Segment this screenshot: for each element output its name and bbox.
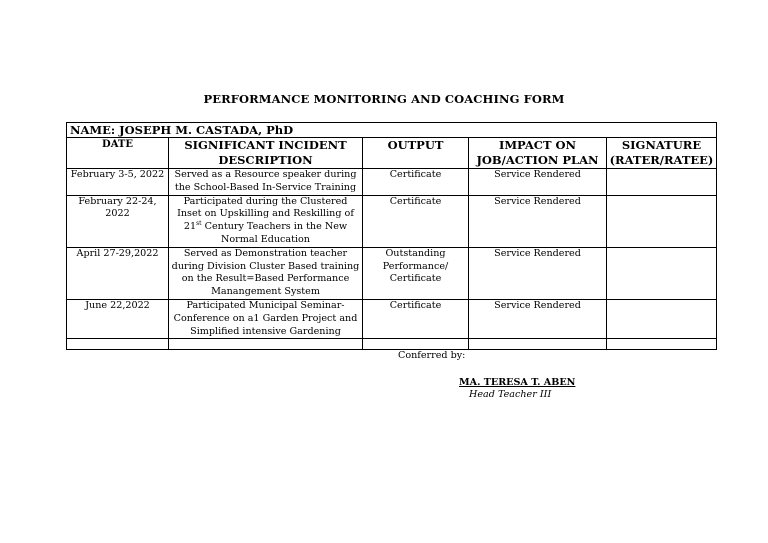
signature-cell bbox=[607, 299, 717, 338]
date-cell: February 3-5, 2022 bbox=[67, 169, 169, 196]
table-row bbox=[67, 195, 717, 247]
description-text: Century Teachers in the New Normal Education bbox=[201, 221, 348, 245]
date-header: DATE bbox=[67, 138, 169, 169]
signature-cell bbox=[607, 169, 717, 196]
description-cell: Served as Demonstration teacher during Division Cluster Based training on the Result=Based Performance Manangement System bbox=[169, 247, 363, 299]
ordinal-suffix: st bbox=[196, 220, 202, 227]
date-cell: June 22,2022 bbox=[67, 299, 169, 338]
description-cell: Served as a Resource speaker during the School-Based In-Service Training bbox=[169, 169, 363, 196]
description-cell: Participated Municipal Seminar-Conference on a1 Garden Project and Simplified intensive Gardening bbox=[169, 299, 363, 338]
employee-name: NAME: JOSEPH M. CASTADA, PhD bbox=[67, 123, 717, 138]
impact-header: IMPACT ON JOB/ACTION PLAN bbox=[469, 138, 607, 169]
date-cell: February 22-24, 2022 bbox=[67, 195, 169, 247]
impact-cell: Service Rendered bbox=[469, 169, 607, 196]
table-row bbox=[67, 169, 717, 196]
empty-row bbox=[67, 339, 717, 350]
header-row bbox=[67, 138, 717, 169]
output-cell: Outstanding Performance/ Certificate bbox=[363, 247, 469, 299]
output-cell: Certificate bbox=[363, 195, 469, 247]
output-header: OUTPUT bbox=[363, 138, 469, 169]
monitoring-table bbox=[66, 122, 717, 350]
table-row bbox=[67, 247, 717, 299]
signer-name: MA. TERESA T. ABEN bbox=[459, 377, 576, 388]
date-cell: April 27-29,2022 bbox=[67, 247, 169, 299]
signature-cell bbox=[607, 195, 717, 247]
output-cell: Certificate bbox=[363, 299, 469, 338]
impact-cell: Service Rendered bbox=[469, 299, 607, 338]
output-cell: Certificate bbox=[363, 169, 469, 196]
form-title: PERFORMANCE MONITORING AND COACHING FORM bbox=[203, 92, 565, 106]
signer-position: Head Teacher III bbox=[469, 389, 552, 400]
signature-header: SIGNATURE (RATER/RATEE) bbox=[607, 138, 717, 169]
conferred-by-label: Conferred by: bbox=[398, 350, 466, 361]
name-row bbox=[67, 123, 717, 138]
table-row bbox=[67, 299, 717, 338]
description-cell bbox=[169, 195, 363, 247]
signature-cell bbox=[607, 247, 717, 299]
impact-cell: Service Rendered bbox=[469, 195, 607, 247]
description-text: Participated during the Clustered Inset on Upskilling and Reskilling of 21 bbox=[177, 195, 354, 233]
impact-cell: Service Rendered bbox=[469, 247, 607, 299]
incident-header: SIGNIFICANT INCIDENT DESCRIPTION bbox=[169, 138, 363, 169]
